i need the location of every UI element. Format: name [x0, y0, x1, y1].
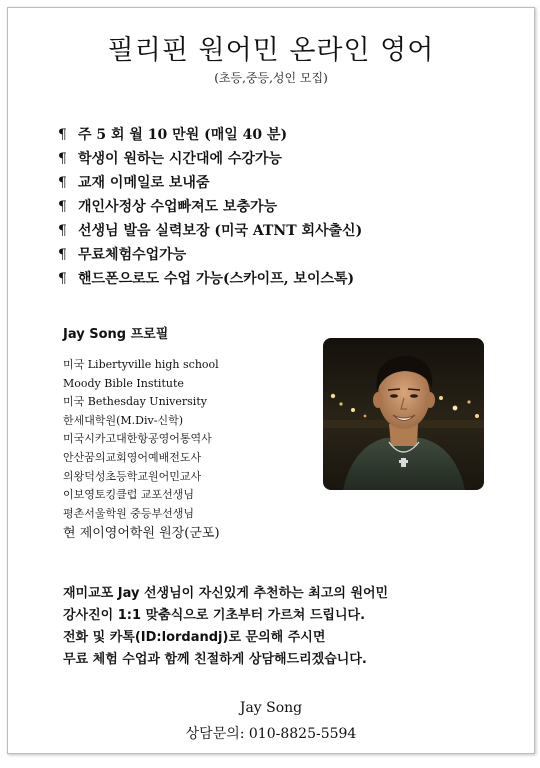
profile-line: 미국시카고대한항공영어통역사 — [63, 432, 212, 446]
feature-item — [58, 195, 362, 219]
feature-item — [58, 123, 362, 147]
flyer-title: 필리핀 원어민 온라인 영어 — [107, 35, 435, 66]
profile-line: 미국 Libertyville high school — [63, 358, 219, 371]
feature-item — [58, 267, 362, 291]
intro-line: 강사진이 1:1 맞춤식으로 기초부터 가르쳐 드립니다. — [63, 608, 366, 623]
feature-item — [58, 147, 362, 171]
feature-item — [58, 243, 362, 267]
feature-list — [58, 123, 362, 291]
feature-text: 교재 이메일로 보내줌 — [78, 175, 210, 191]
profile-line: Moody Bible Institute — [63, 376, 184, 390]
feature-text: 무료체험수업가능 — [78, 247, 187, 263]
pilcrow-icon: ¶ — [58, 127, 67, 143]
teacher-photo — [323, 338, 484, 490]
intro-line: 전화 및 카톡(ID:lordandj)로 문의해 주시면 — [63, 630, 326, 645]
pilcrow-icon: ¶ — [58, 175, 67, 191]
feature-text: 학생이 원하는 시간대에 수강가능 — [78, 151, 282, 167]
feature-text: 주 5 회 월 10 만원 (매일 40 분) — [78, 127, 288, 143]
intro-paragraph — [63, 583, 388, 671]
feature-text: 선생님 발음 실력보장 (미국 ATNT 회사출신) — [78, 223, 363, 239]
pilcrow-icon: ¶ — [58, 223, 67, 239]
profile-heading: Jay Song 프로필 — [63, 327, 169, 342]
profile-line: 미국 Bethesday University — [63, 395, 207, 409]
feature-text: 개인사정상 수업빠져도 보충가능 — [78, 199, 278, 215]
contact-phone: 상담문의: 010-8825-5594 — [185, 726, 357, 742]
pilcrow-icon: ¶ — [58, 247, 67, 263]
intro-line: 재미교포 Jay 선생님이 자신있게 추천하는 최고의 원어민 — [63, 586, 389, 601]
pilcrow-icon: ¶ — [58, 151, 67, 167]
profile-line: 안산꿈의교회영어예배전도사 — [63, 450, 202, 464]
pilcrow-icon: ¶ — [58, 271, 67, 287]
intro-line: 무료 체험 수업과 함께 친절하게 상담해드리겠습니다. — [63, 652, 367, 667]
profile-line: 의왕덕성초등학교원어민교사 — [63, 469, 202, 483]
pilcrow-icon: ¶ — [58, 199, 67, 215]
profile-line: 한세대학원(M.Div-신학) — [63, 413, 183, 427]
contact-name: Jay Song — [239, 700, 303, 716]
profile-list — [63, 356, 220, 544]
feature-item — [58, 171, 362, 195]
profile-line: 현 제이영어학원 원장(군포) — [63, 526, 220, 542]
feature-text: 핸드폰으로도 수업 가능(스카이프, 보이스톡) — [78, 271, 355, 287]
feature-item — [58, 219, 362, 243]
flyer-subtitle: (초등,중등,성인 모집) — [214, 71, 328, 85]
flyer-page — [7, 7, 535, 754]
profile-line: 평촌서울학원 중등부선생님 — [63, 506, 195, 520]
profile-line: 이보영토킹클럽 교포선생님 — [63, 488, 195, 502]
